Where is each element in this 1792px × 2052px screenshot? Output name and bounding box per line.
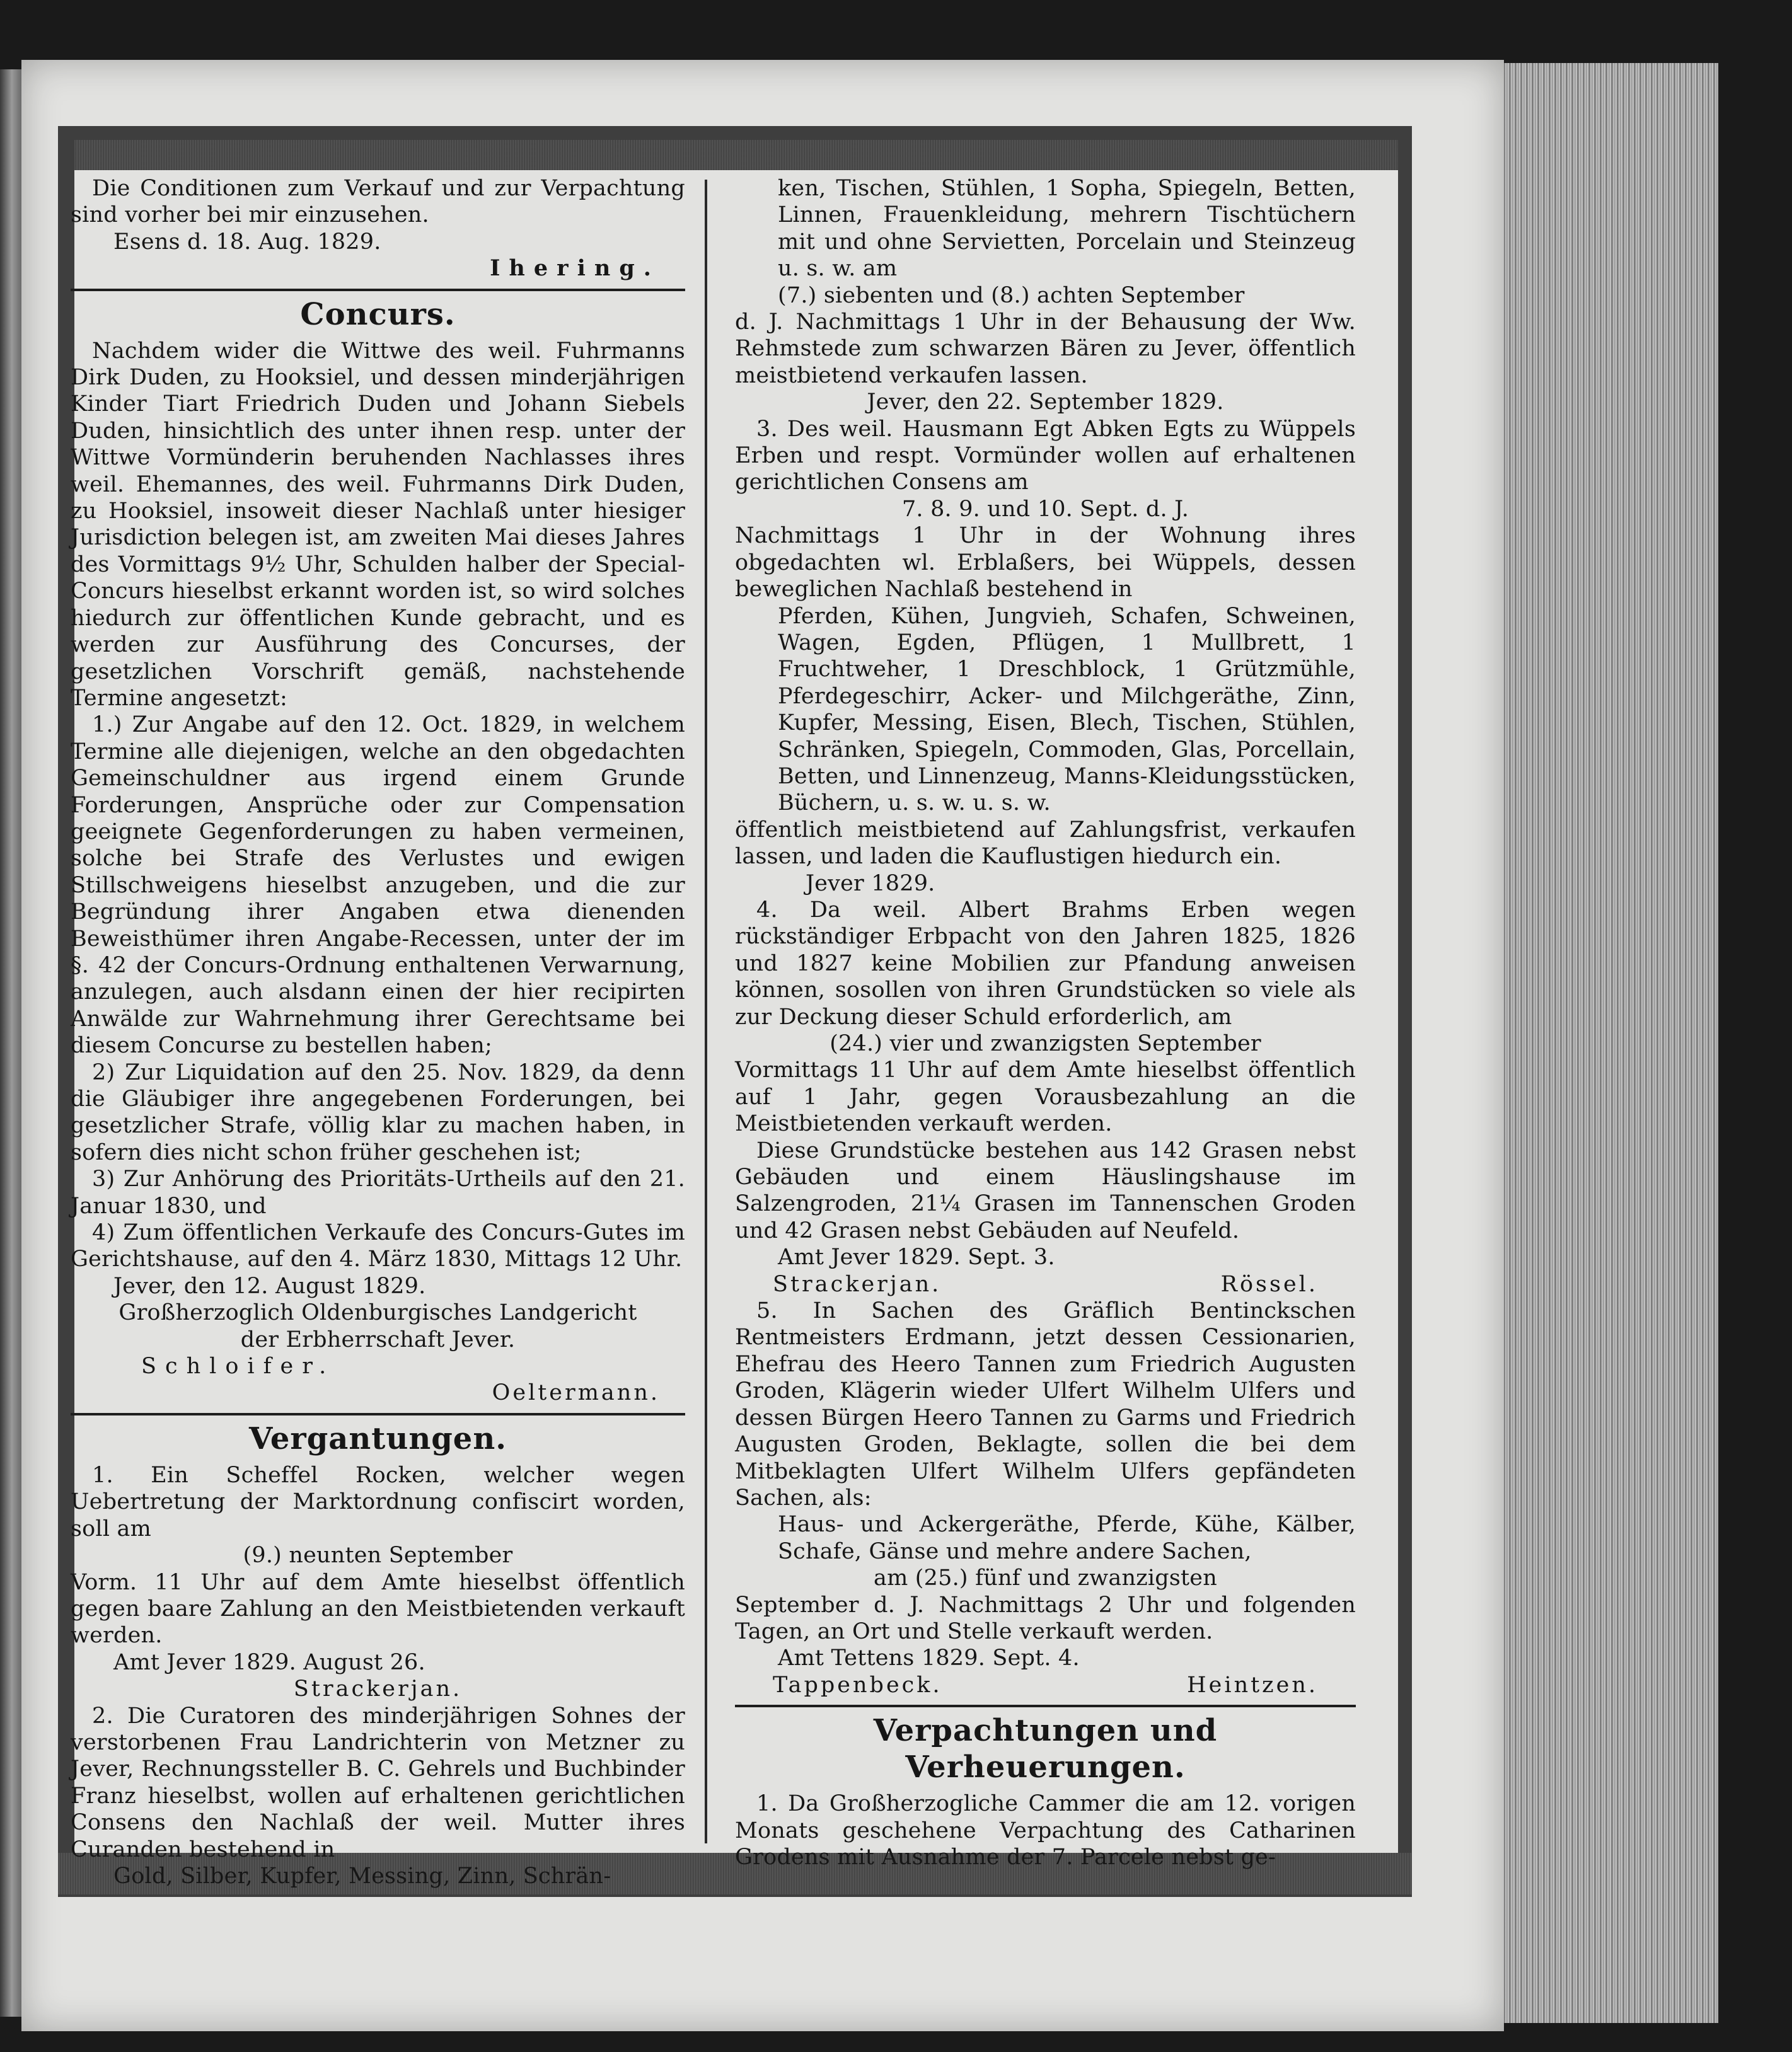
vergantung-1-date: (9.) neunten September: [243, 1543, 513, 1569]
book-page-edges: [1504, 63, 1718, 2023]
continued-goods: ken, Tischen, Stühlen, 1 Sopha, Spiegeln, Betten, Linnen, Frauenkleidung, mehrern Tischtüchern mit und ohne Servietten, Porcelain und Steinzeug u. s. w. am: [778, 176, 1356, 282]
concurs-term-1: 1.) Zur Angabe auf den 12. Oct. 1829, in welchem Termine alle diejenigen, welche an den obgedachten Gemeinschuldner aus irgend einem Grunde Forderungen, Ansprüche oder zur Compensation geeignete Gegenforderungen zu haben vermeinen, solche bei Strafe des Verlustes und ewigen Stillschweigens hieselbst anzugeben, und die zur Begründung ihrer Angaben etwa dienenden Beweisthümer ihren Angabe-Recessen, unter der im §. 42 der Concurs-Ordnung enthaltenen Verwarnung, anzulegen, auch alsdann einen der hier recipirten Anwälde zur Wahrnehmung ihrer Gerechtsame bei diesem Concurse zu bestellen haben;: [71, 712, 685, 1059]
section-rule: [71, 289, 685, 291]
column-divider: [705, 180, 707, 1843]
section-rule: [735, 1705, 1356, 1707]
intro-place-date: Esens d. 18. Aug. 1829.: [113, 229, 381, 255]
item4-signatures: [735, 1271, 1356, 1298]
item3-goods: Pferden, Kühen, Jungvieh, Schafen, Schweinen, Wagen, Egden, Pflügen, 1 Mullbrett, 1 Fruchtweher, 1 Dreschblock, 1 Grützmühle, Pferdegeschirr, Acker- und Milchgeräthe, Zinn, Kupfer, Messing, Eisen, Blech, Tischen, Stühlen, Schränken, Spiegeln, Commoden, Glas, Porcellain, Betten, und Linnenzeug, Manns-Kleidungsstücken, Büchern, u. s. w. u. s. w.: [778, 603, 1356, 816]
vergantung-1-place: Amt Jever 1829. August 26.: [113, 1649, 425, 1675]
concurs-term-2: 2) Zur Liquidation auf den 25. Nov. 1829, da denn die Gläubiger ihre angegebenen Forderungen, bei gesetzlicher Strafe, völlig klar zu machen haben, in sofern dies nicht schon früher geschehen ist;: [71, 1059, 685, 1165]
concurs-place-date: Jever, den 12. August 1829.: [113, 1273, 426, 1299]
item4-date: (24.) vier und zwanzigsten September: [830, 1031, 1261, 1056]
item5-text: September d. J. Nachmittags 2 Uhr und folgenden Tagen, an Ort und Stelle verkauft werden.: [735, 1592, 1356, 1644]
item4-signer-2: Rössel.: [1220, 1271, 1318, 1297]
concurs-paragraph: Nachdem wider die Wittwe des weil. Fuhrmanns Dirk Duden, zu Hooksiel, und dessen minderjährigen Kinder Tiart Friedrich Duden und Johann Siebels Duden, hinsichtlich des unter ihnen resp. unter der Wittwe Vormünderin beruhenden Nachlasses ihres weil. Ehemannes, des weil. Fuhrmanns Dirk Duden, zu Hooksiel, insoweit dieser Nachlaß unter hiesiger Jurisdiction belegen ist, am zweiten Mai dieses Jahres des Vormittags 9½ Uhr, Schulden halber der Special-Concurs hieselbst erkannt worden ist, so wird solches hiedurch zur öffentlichen Kunde gebracht, und es werden zur Ausführung des Concurses, der gesetzlichen Vorschrift gemäß, nachstehende Termine angesetzt:: [71, 338, 685, 711]
vergantung-2-intro: 2. Die Curatoren des minderjährigen Sohnes der verstorbenen Frau Landrichterin von Metzner zu Jever, Rechnungssteller B. C. Gehrels und Buchbinder Franz hieselbst, wollen auf erhaltenen gerichtlichen Consens den Nachlaß der weil. Mutter ihres Curanden bestehend in: [71, 1703, 685, 1862]
facing-page-edge: [0, 69, 21, 2017]
vergantung-2-goods: Gold, Silber, Kupfer, Messing, Zinn, Schrän-: [113, 1863, 611, 1889]
item4-text: Vormittags 11 Uhr auf dem Amte hieselbst öffentlich auf 1 Jahr, gegen Vorausbezahlung an die Meistbietenden verkauft werden.: [735, 1058, 1356, 1137]
verpachtungen-heading: Verpachtungen und Verheuerungen.: [873, 1713, 1218, 1785]
item4-signer-1: Strackerjan.: [773, 1271, 942, 1297]
intro-text: Die Conditionen zum Verkauf und zur Verpachtung sind vorher bei mir einzusehen.: [71, 176, 685, 228]
intro-signature: Ihering.: [490, 255, 660, 282]
section-rule: [71, 1413, 685, 1415]
vergantung-1-intro: 1. Ein Scheffel Rocken, welcher wegen Uebertretung der Marktordnung confiscirt worden, soll am: [71, 1462, 685, 1542]
concurs-signer-2: Oeltermann.: [492, 1380, 660, 1406]
item4-place: Amt Jever 1829. Sept. 3.: [778, 1245, 1055, 1271]
item5-signatures: [735, 1672, 1356, 1698]
item3-closing: öffentlich meistbietend auf Zahlungsfrist, verkaufen lassen, und laden die Kauflustigen hiedurch ein.: [735, 817, 1356, 870]
item5-date: am (25.) fünf und zwanzigsten: [874, 1565, 1217, 1591]
concurs-term-4: 4) Zum öffentlichen Verkaufe des Concurs-Gutes im Gerichtshause, auf den 4. März 1830, Mittags 12 Uhr.: [71, 1220, 685, 1272]
concurs-signer-1: Schloifer.: [141, 1354, 335, 1380]
concurs-term-3: 3) Zur Anhörung des Prioritäts-Urtheils auf den 21. Januar 1830, und: [71, 1167, 685, 1219]
vergantung-1-signer: Strackerjan.: [293, 1676, 463, 1702]
item5-signer-2: Heintzen.: [1187, 1672, 1318, 1698]
item5-intro: 5. In Sachen des Gräflich Bentinckschen Rentmeisters Erdmann, jetzt dessen Cessionarien, Ehefrau des Heero Tannen zum Friedrich Augusten Groden, Klägerin wieder Ulfert Wilhelm Ulfers und dessen Bürgen Heero Tannen zu Garms und Friedrich Augusten Groden, Beklagte, sollen die bei dem Mitbeklagten Ulfert Wilhelm Ulfers gepfändeten Sachen, als:: [735, 1298, 1356, 1511]
court-name-line1: Großherzoglich Oldenburgisches Landgericht: [119, 1300, 637, 1326]
item5-goods: Haus- und Ackergeräthe, Pferde, Kühe, Kälber, Schafe, Gänse und mehre andere Sachen,: [778, 1512, 1356, 1564]
continued-place: Jever, den 22. September 1829.: [867, 389, 1224, 415]
item3-text: Nachmittags 1 Uhr in der Wohnung ihres obgedachten wl. Erblaßers, bei Wüppels, dessen beweglichen Nachlaß bestehend in: [735, 523, 1356, 602]
item4-intro: 4. Da weil. Albert Brahms Erben wegen rückständiger Erbpacht von den Jahren 1825, 1826 und 1827 keine Mobilien zur Pfandung anweisen können, sosollen von ihren Grundstücken so viele als zur Deckung dieser Schuld erforderlich, am: [735, 897, 1356, 1030]
continued-text: d. J. Nachmittags 1 Uhr in der Behausung der Ww. Rehmstede zum schwarzen Bären zu Jever, öffentlich meistbietend verkaufen lassen.: [735, 309, 1356, 388]
concurs-heading: Concurs.: [300, 296, 456, 332]
item3-date: 7. 8. 9. und 10. Sept. d. J.: [901, 496, 1189, 522]
left-column: [71, 175, 685, 1889]
item3-place: Jever 1829.: [806, 870, 935, 896]
right-column: [735, 175, 1356, 1870]
item5-place: Amt Tettens 1829. Sept. 4.: [778, 1646, 1080, 1671]
item5-signer-1: Tappenbeck.: [773, 1672, 942, 1698]
vergantungen-heading: Vergantungen.: [249, 1421, 507, 1456]
continued-date: (7.) siebenten und (8.) achten September: [778, 282, 1245, 308]
court-name-line2: der Erbherrschaft Jever.: [240, 1327, 516, 1352]
verpachtung-1-text: 1. Da Großherzogliche Cammer die am 12. vorigen Monats geschehene Verpachtung des Catharinen Grodens mit Ausnahme der 7. Parcele nebst ge-: [735, 1791, 1356, 1870]
vergantung-1-text: Vorm. 11 Uhr auf dem Amte hieselbst öffentlich gegen baare Zahlung an den Meistbietenden verkauft werden.: [71, 1569, 685, 1649]
item4-description: Diese Grundstücke bestehen aus 142 Grasen nebst Gebäuden und einem Häuslingshause im Salzengroden, 21¼ Grasen im Tannenschen Groden und 42 Grasen nebst Gebäuden auf Neufeld.: [735, 1138, 1356, 1243]
item3-intro: 3. Des weil. Hausmann Egt Abken Egts zu Wüppels Erben und respt. Vormünder wollen auf erhaltenen gerichtlichen Consens am: [735, 416, 1356, 495]
